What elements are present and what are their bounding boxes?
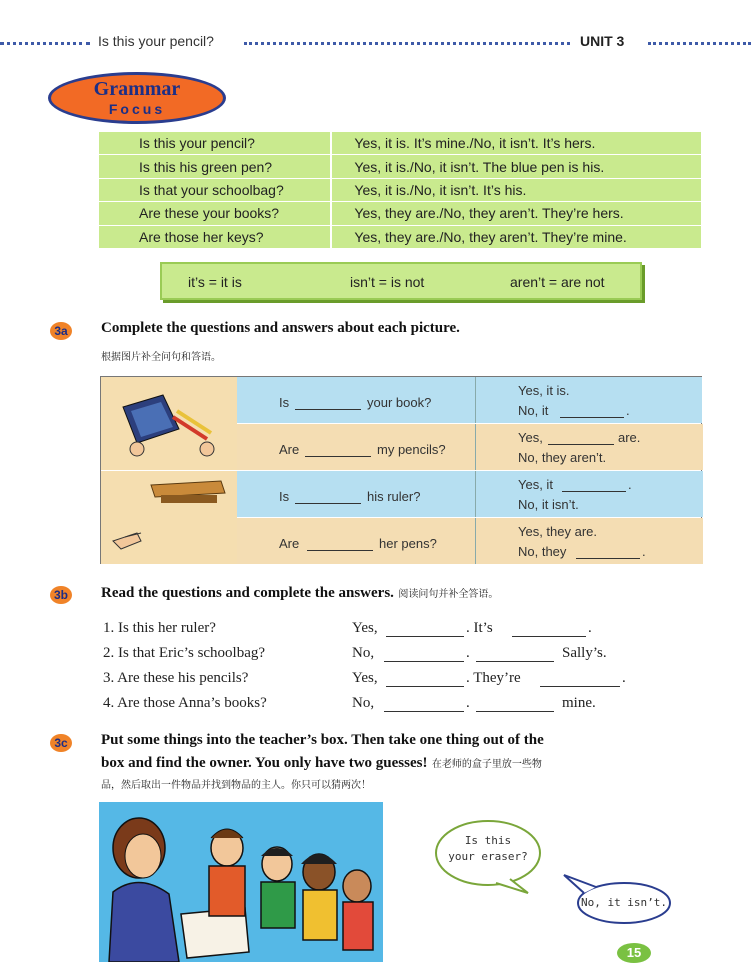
answer-line2-end: . [626,403,630,418]
blank-line[interactable] [305,444,371,457]
answer-cell [475,518,702,564]
exercise-3a-row-4 [237,518,703,564]
grammar-focus-line2: Focus [108,101,166,117]
answer-line1-end: . [628,477,632,492]
answer-cell [475,377,702,423]
answer-line1-start: Yes, it [518,477,553,492]
section-3b-title-cn: 阅读问句并补全答语。 [398,589,499,600]
answer-line2-end: . [642,544,646,559]
table-row [99,155,701,178]
section-3c-line2-cn: 在老师的盒子里放一些物 [431,759,542,770]
question-cell [237,471,475,517]
table-row [99,225,701,248]
blank-line[interactable] [476,699,554,712]
grammar-answer: Yes, it is./No, it isn’t. It’s his. [331,178,701,201]
section-3a-title: Complete the questions and answers about each picture. [101,320,460,336]
grammar-answer: Yes, it is. It’s mine./No, it isn’t. It’s hers. [331,132,701,155]
answer-line2: No, it isn’t. [518,497,579,512]
blank-line[interactable] [386,674,464,687]
blank-line[interactable] [540,674,620,687]
blank-line[interactable] [512,624,586,637]
contraction-its: it’s = it is [188,274,242,290]
blank-line[interactable] [295,491,361,504]
header-dots-middle [244,42,570,45]
answer-line1: Yes, they are. [518,524,598,539]
contraction-isnt: isn’t = is not [350,274,425,290]
3b-answer-start: No, [352,645,375,661]
bubble-1-line2: your eraser? [448,850,528,863]
3b-answer-end: . [588,620,592,636]
header-dots-left [0,42,90,45]
table-row [99,132,701,155]
header-dots-right [648,42,751,45]
page-number: 15 [617,943,651,963]
question-cell [237,424,475,470]
grammar-question: Are these your books? [99,202,331,225]
3b-question-1: 1. Is this her ruler? [103,620,216,636]
blank-line[interactable] [562,479,626,492]
grammar-answer: Yes, they are./No, they aren’t. They’re hers. [331,202,701,225]
3b-answer-start: Yes, [352,620,378,636]
3b-question-2: 2. Is that Eric’s schoolbag? [103,645,266,661]
section-3c-line2 [101,754,542,772]
question-start: Is [279,395,290,410]
3b-answer-end: Sally’s. [562,645,607,661]
answer-cell [475,424,702,470]
3b-answer-start: No, [352,695,375,711]
table-row [99,202,701,225]
3b-answer-mid: . [466,645,470,661]
section-3a-subtitle: 根据图片补全问句和答语。 [101,352,221,363]
answer-line1: Yes, it is. [518,383,570,398]
bubble-1-line1: Is this [464,834,512,847]
classroom-illustration [99,802,383,962]
question-end: his ruler? [367,489,421,504]
question-end: your book? [367,395,432,410]
grammar-focus-badge [48,72,230,128]
section-3b-title: Read the questions and complete the answers. [101,585,394,601]
grammar-question: Is that your schoolbag? [99,178,331,201]
grammar-question: Is this your pencil? [99,132,331,155]
3b-answer-end: mine. [562,695,596,711]
answer-cell [475,471,702,517]
grammar-focus-line1: Grammar [93,78,181,100]
contraction-arent: aren’t = are not [510,274,605,290]
answer-line1-end: are. [618,430,641,445]
section-badge-3c: 3c [50,734,72,752]
3b-question-3: 3. Are these his pencils? [103,670,249,686]
question-cell [237,518,475,564]
answer-line2-start: No, they [518,544,567,559]
exercise-3a-row-2 [237,424,703,470]
header-title: Is this your pencil? [98,33,214,49]
3b-answer-end: . [622,670,626,686]
book-pencils-illustration [101,377,237,470]
picture-book-pencils [101,377,237,470]
section-3b-heading [101,584,498,602]
answer-line1-start: Yes, [518,430,543,445]
table-row [99,178,701,201]
3b-answer-start: Yes, [352,670,378,686]
question-end: her pens? [379,536,437,551]
grammar-answer: Yes, they are./No, they aren’t. They’re mine. [331,225,701,248]
section-3c-line2-en: box and find the owner. You only have two guesses! [101,755,428,771]
blank-line[interactable] [576,546,640,559]
question-start: Are [279,536,300,551]
question-cell [237,377,475,423]
bubble-2-text: No, it isn’t. [580,896,668,909]
answer-line2-start: No, it [518,403,549,418]
exercise-3a-table [100,376,702,564]
teacher-students-illustration [99,802,383,962]
ruler-hand-illustration [101,471,237,564]
grammar-answer: Yes, it is./No, it isn’t. The blue pen is his. [331,155,701,178]
question-start: Are [279,442,300,457]
blank-line[interactable] [384,649,464,662]
answer-line2: No, they aren’t. [518,450,607,465]
section-badge-3b: 3b [50,586,72,604]
picture-ruler-hand [101,471,237,564]
contractions-box [160,262,642,300]
blank-line[interactable] [386,624,464,637]
grammar-table [99,131,701,248]
blank-line[interactable] [548,432,614,445]
3b-answer-mid: . They’re [466,670,521,686]
blank-line[interactable] [307,538,373,551]
blank-line[interactable] [384,699,464,712]
header-unit: UNIT 3 [580,33,625,49]
3b-question-4: 4. Are those Anna’s books? [103,695,267,711]
blank-line[interactable] [560,405,624,418]
blank-line[interactable] [295,397,361,410]
grammar-question: Is this his green pen? [99,155,331,178]
exercise-3a-row-3 [237,471,703,517]
question-end: my pencils? [377,442,446,457]
page-header [0,30,751,58]
section-3c-line3-cn: 品，然后取出一件物品并找到物品的主人。你只可以猜两次！ [101,780,371,791]
exercise-3a-row-1 [237,377,703,423]
question-start: Is [279,489,290,504]
3b-answer-mid: . It’s [466,620,493,636]
blank-line[interactable] [476,649,554,662]
grammar-question: Are those her keys? [99,225,331,248]
section-badge-3a: 3a [50,322,72,340]
3b-answer-mid: . [466,695,470,711]
section-3c-line1: Put some things into the teacher’s box. Then take one thing out of the [101,732,544,748]
